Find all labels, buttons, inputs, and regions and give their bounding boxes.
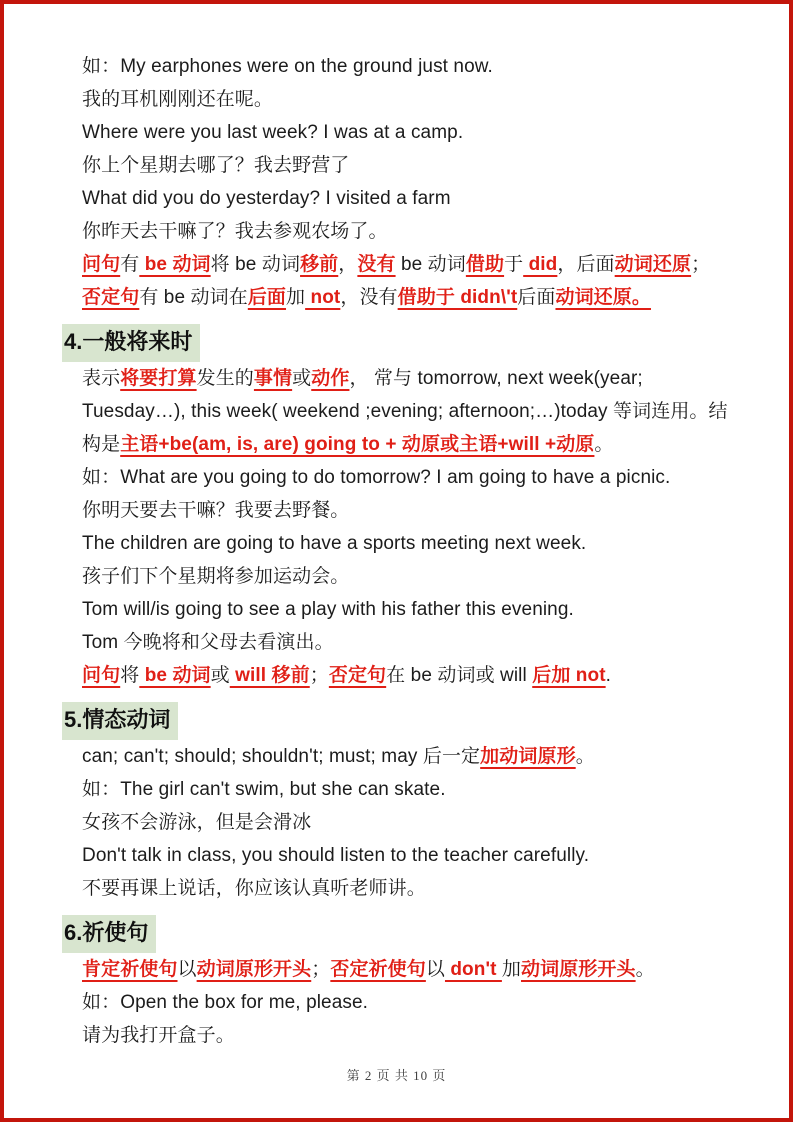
text-run: ； — [691, 254, 711, 275]
text-run: 将要打算 — [120, 368, 197, 389]
text-line — [62, 461, 755, 494]
text-run: be 动词 — [139, 665, 211, 686]
text-run: 孩子们下个星期将参加运动会。 — [82, 566, 350, 587]
text-run: don't — [444, 959, 502, 980]
text-run: 或 — [292, 368, 312, 389]
text-run: can; can't; should; shouldn't; must; may 后一定 — [82, 746, 481, 767]
text-run: 。 — [635, 959, 655, 980]
text-line — [62, 182, 755, 215]
text-run: ； — [309, 665, 329, 686]
text-run: . — [605, 665, 612, 686]
text-line — [62, 83, 755, 116]
text-run: The children are going to have a sports meeting next week. — [82, 533, 587, 554]
text-run: be 动词 — [395, 254, 466, 275]
text-line — [62, 494, 755, 527]
text-run: 如：My earphones were on the ground just now. — [82, 56, 493, 77]
text-run: 借助 — [465, 254, 505, 275]
text-line — [62, 362, 755, 395]
text-run: ， 常与 tomorrow, next week(year; — [349, 368, 643, 389]
text-run: 如：What are you going to do tomorrow? I am going to have a picnic. — [82, 467, 671, 488]
text-line — [62, 149, 755, 182]
text-run: will 移前 — [229, 665, 310, 686]
text-line — [62, 953, 755, 986]
text-run: 借助于 didn\'t — [397, 287, 518, 308]
text-run: 加 — [286, 287, 306, 308]
text-line — [62, 527, 755, 560]
text-line — [62, 1019, 755, 1052]
text-run: 加动词原形 — [480, 746, 576, 767]
text-line — [62, 839, 755, 872]
text-line — [62, 248, 755, 281]
text-run: 动词还原。 — [555, 287, 651, 308]
page-number-footer — [4, 1065, 789, 1084]
section-heading — [62, 915, 755, 953]
text-run: Tom 今晚将和父母去看演出。 — [82, 632, 334, 653]
text-line — [62, 659, 755, 692]
text-line — [62, 560, 755, 593]
text-run: 问句 — [82, 254, 121, 275]
text-run: 将 — [120, 665, 140, 686]
text-line — [62, 428, 755, 461]
text-run: 女孩不会游泳，但是会滑冰 — [82, 812, 312, 833]
text-run: 或 — [210, 665, 230, 686]
text-run: 加 — [501, 959, 521, 980]
text-run: 如：The girl can't swim, but she can skate. — [82, 779, 446, 800]
text-run: 请为我打开盒子。 — [82, 1025, 235, 1046]
text-line — [62, 215, 755, 248]
text-run: 有 be 动词在 — [139, 287, 248, 308]
text-line — [62, 872, 755, 905]
text-run: Don't talk in class, you should listen to the teacher carefully. — [82, 845, 590, 866]
text-run: 。 — [594, 434, 614, 455]
text-run: ； — [311, 959, 331, 980]
text-line — [62, 281, 755, 314]
text-run: 肯定祈使句 — [82, 959, 178, 980]
text-run: 动词还原 — [614, 254, 692, 275]
text-run: 事情 — [253, 368, 293, 389]
text-line — [62, 50, 755, 83]
text-run: 动词原形开头 — [521, 959, 636, 980]
page-number-text: 第 2 页 共 10 页 — [346, 1068, 447, 1083]
text-run: did — [523, 254, 558, 275]
text-run: Tom will/is going to see a play with his father this evening. — [82, 599, 574, 620]
text-run: 发生的 — [196, 368, 254, 389]
text-line — [62, 626, 755, 659]
text-run: 以 — [425, 959, 445, 980]
text-run: 否定祈使句 — [330, 959, 426, 980]
text-run: 后加 not — [532, 665, 606, 686]
text-run: 。 — [575, 746, 595, 767]
text-run: 动词原形开头 — [196, 959, 312, 980]
section-heading-text: 5.情态动词 — [62, 702, 178, 740]
text-run: 以 — [177, 959, 197, 980]
text-line — [62, 986, 755, 1019]
text-run: 没有 — [357, 254, 396, 275]
text-run: 不要再课上说话，你应该认真听老师讲。 — [82, 878, 426, 899]
section-heading-text: 4.一般将来时 — [62, 324, 200, 362]
text-run: 我的耳机刚刚还在呢。 — [82, 89, 274, 110]
text-run: Where were you last week? I was at a camp. — [82, 122, 464, 143]
section-heading — [62, 324, 755, 362]
text-run: 后面 — [517, 287, 556, 308]
text-run: 你上个星期去哪了？我去野营了 — [82, 155, 350, 176]
text-line — [62, 740, 755, 773]
text-run: 在 be 动词或 will — [386, 665, 533, 686]
text-run: ，后面 — [557, 254, 615, 275]
text-run: ， — [338, 254, 358, 275]
text-run: Tuesday…), this week( weekend ;evening; afternoon;…)today 等词连用。结 — [82, 401, 728, 422]
text-run: 移前 — [300, 254, 339, 275]
text-run: 主语+be(am, is, are) going to + 动原或主语+will +动原 — [120, 434, 595, 455]
text-run: 如：Open the box for me, please. — [82, 992, 369, 1013]
text-line — [62, 593, 755, 626]
text-run: 动作 — [311, 368, 350, 389]
text-run: 否定句 — [82, 287, 140, 308]
text-run: 表示 — [82, 368, 121, 389]
text-run: not — [305, 287, 341, 308]
text-line — [62, 395, 755, 428]
text-run: ，没有 — [340, 287, 398, 308]
text-run: 否定句 — [328, 665, 387, 686]
grammar-notes-content — [4, 4, 789, 1052]
section-heading — [62, 702, 755, 740]
text-run: 有 — [120, 254, 140, 275]
text-run: 于 — [504, 254, 524, 275]
text-run: 将 be 动词 — [210, 254, 301, 275]
text-run: 后面 — [247, 287, 287, 308]
text-run: 你明天要去干嘛？我要去野餐。 — [82, 500, 350, 521]
text-run: 你昨天去干嘛了？我去参观农场了。 — [82, 221, 388, 242]
text-run: 问句 — [82, 665, 121, 686]
section-heading-text: 6.祈使句 — [62, 915, 156, 953]
text-run: be 动词 — [139, 254, 211, 275]
text-line — [62, 773, 755, 806]
text-line — [62, 806, 755, 839]
text-run: 构是 — [82, 434, 121, 455]
text-line — [62, 116, 755, 149]
text-run: What did you do yesterday? I visited a farm — [82, 188, 451, 209]
